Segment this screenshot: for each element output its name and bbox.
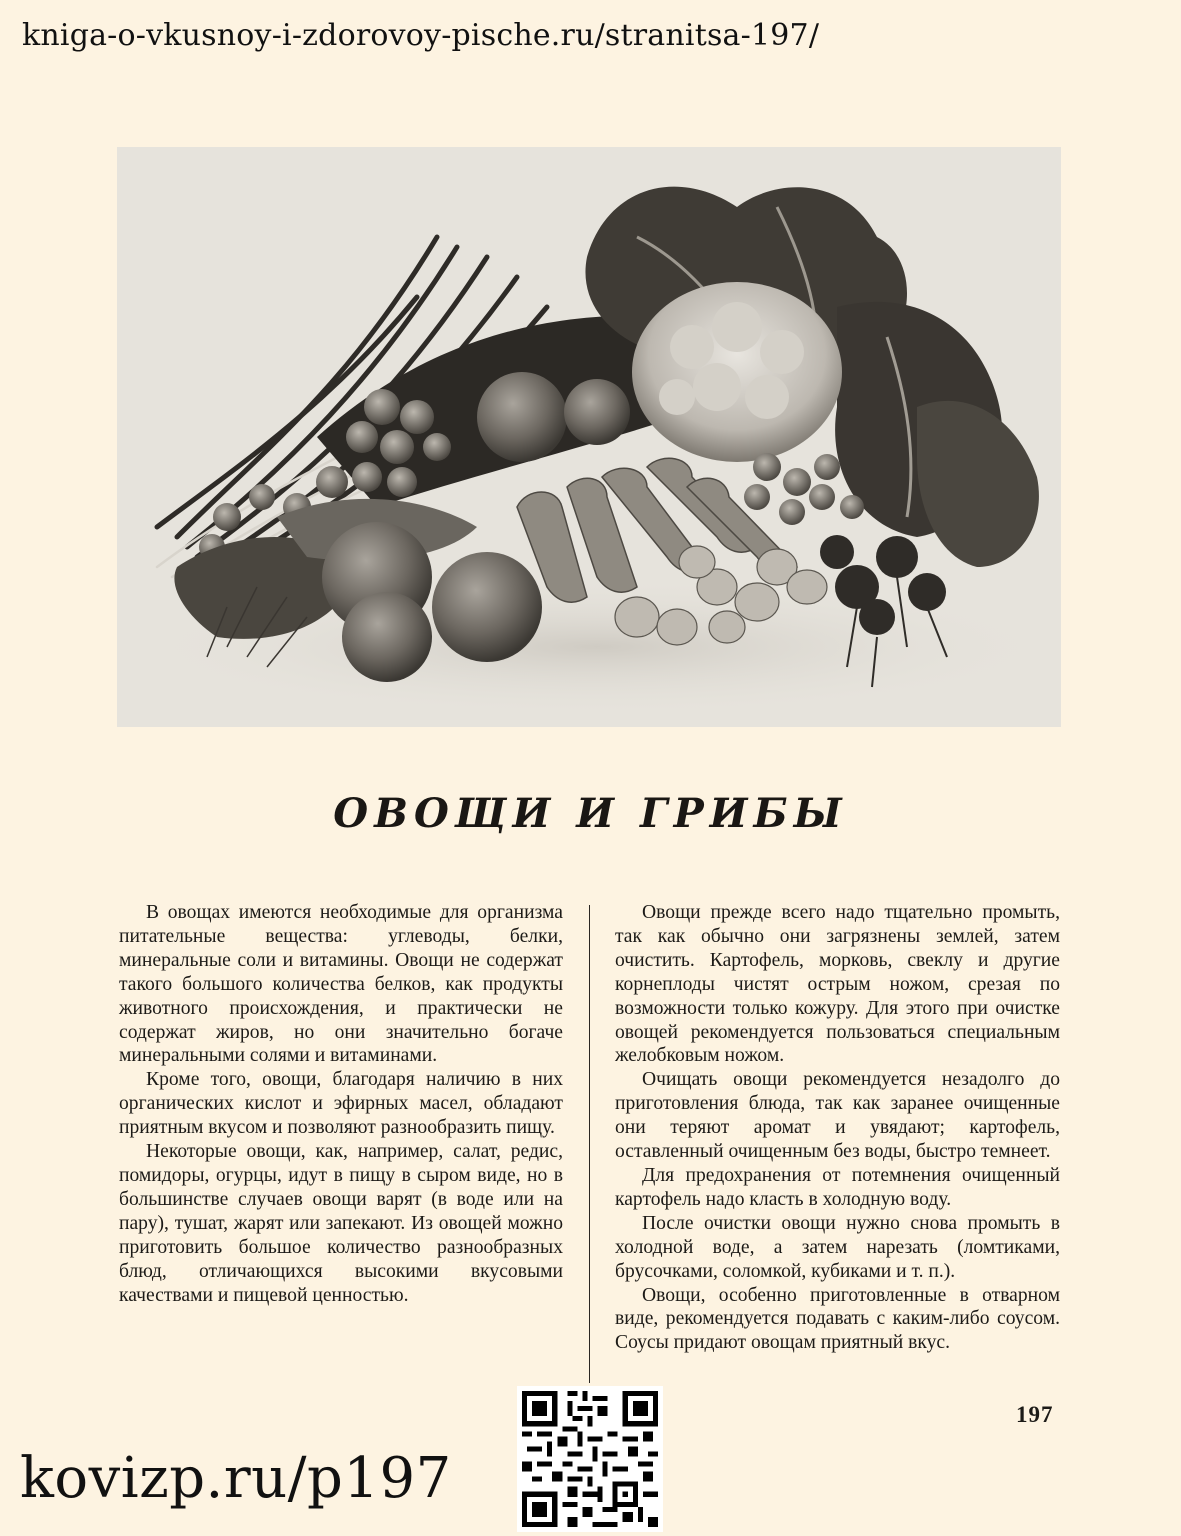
paragraph: В овощах имеются необходимые для организма питательные вещества: углеводы, белки, минеральные соли и витамины. Овощи не содержат такого большого количества белков, как продукты животного происхождения, и практически не содержат жиров, но они значительно богаче минеральными солями и витаминами. [119, 902, 563, 1067]
paragraph: После очистки овощи нужно снова промыть в холодной воде, а затем нарезать (ломтиками, брусочками, соломкой, кубиками и т. п.). [615, 1212, 1060, 1282]
column-divider [589, 905, 590, 1383]
paragraph: Некоторые овощи, как, например, салат, редис, помидоры, огурцы, идут в пищу в сыром виде, но в большинстве случаев овощи варят (в воде или на пару), тушат, жарят или запекают. Из овощей можно приготовить большое количество разнообразных блюд, отличающихся высокими вкусовыми качествами и пищевой ценностью. [119, 1141, 563, 1306]
paragraph: Овощи, особенно приготовленные в отварном виде, рекомендуется подавать с каким-либо соусом. Соусы придают овощам приятный вкус. [615, 1284, 1060, 1354]
paragraph: Кроме того, овощи, благодаря наличию в них органических кислот и эфирных масел, обладают приятным вкусом и позволяют разнообразить пищу. [119, 1069, 563, 1139]
vegetables-photo [117, 147, 1061, 727]
page-url[interactable]: kniga-o-vkusnoy-i-zdorovoy-pische.ru/stranitsa-197/ [22, 18, 820, 53]
page-number: 197 [1016, 1402, 1054, 1427]
qr-code-icon[interactable] [517, 1386, 663, 1532]
paragraph: Очищать овощи рекомендуется незадолго до приготовления блюда, так как заранее очищенные они теряют аромат и увядают; картофель, оставленный очищенным без воды, быстро темнеет. [615, 1069, 1060, 1163]
left-text-column [119, 901, 563, 1307]
section-title: ОВОЩИ И ГРИБЫ [333, 790, 848, 837]
short-url[interactable]: kovizp.ru/p197 [20, 1446, 452, 1511]
right-text-column [615, 901, 1060, 1355]
paragraph: Овощи прежде всего надо тщательно промыть, так как обычно они загрязнены землей, затем очистить. Картофель, морковь, свеклу и другие корнеплоды чистят острым ножом, срезая по возможности только кожуру. Для этого при очистке овощей рекомендуется пользоваться специальным желобковым ножом. [615, 902, 1060, 1067]
paragraph: Для предохранения от потемнения очищенный картофель надо класть в холодную воду. [615, 1164, 1060, 1210]
